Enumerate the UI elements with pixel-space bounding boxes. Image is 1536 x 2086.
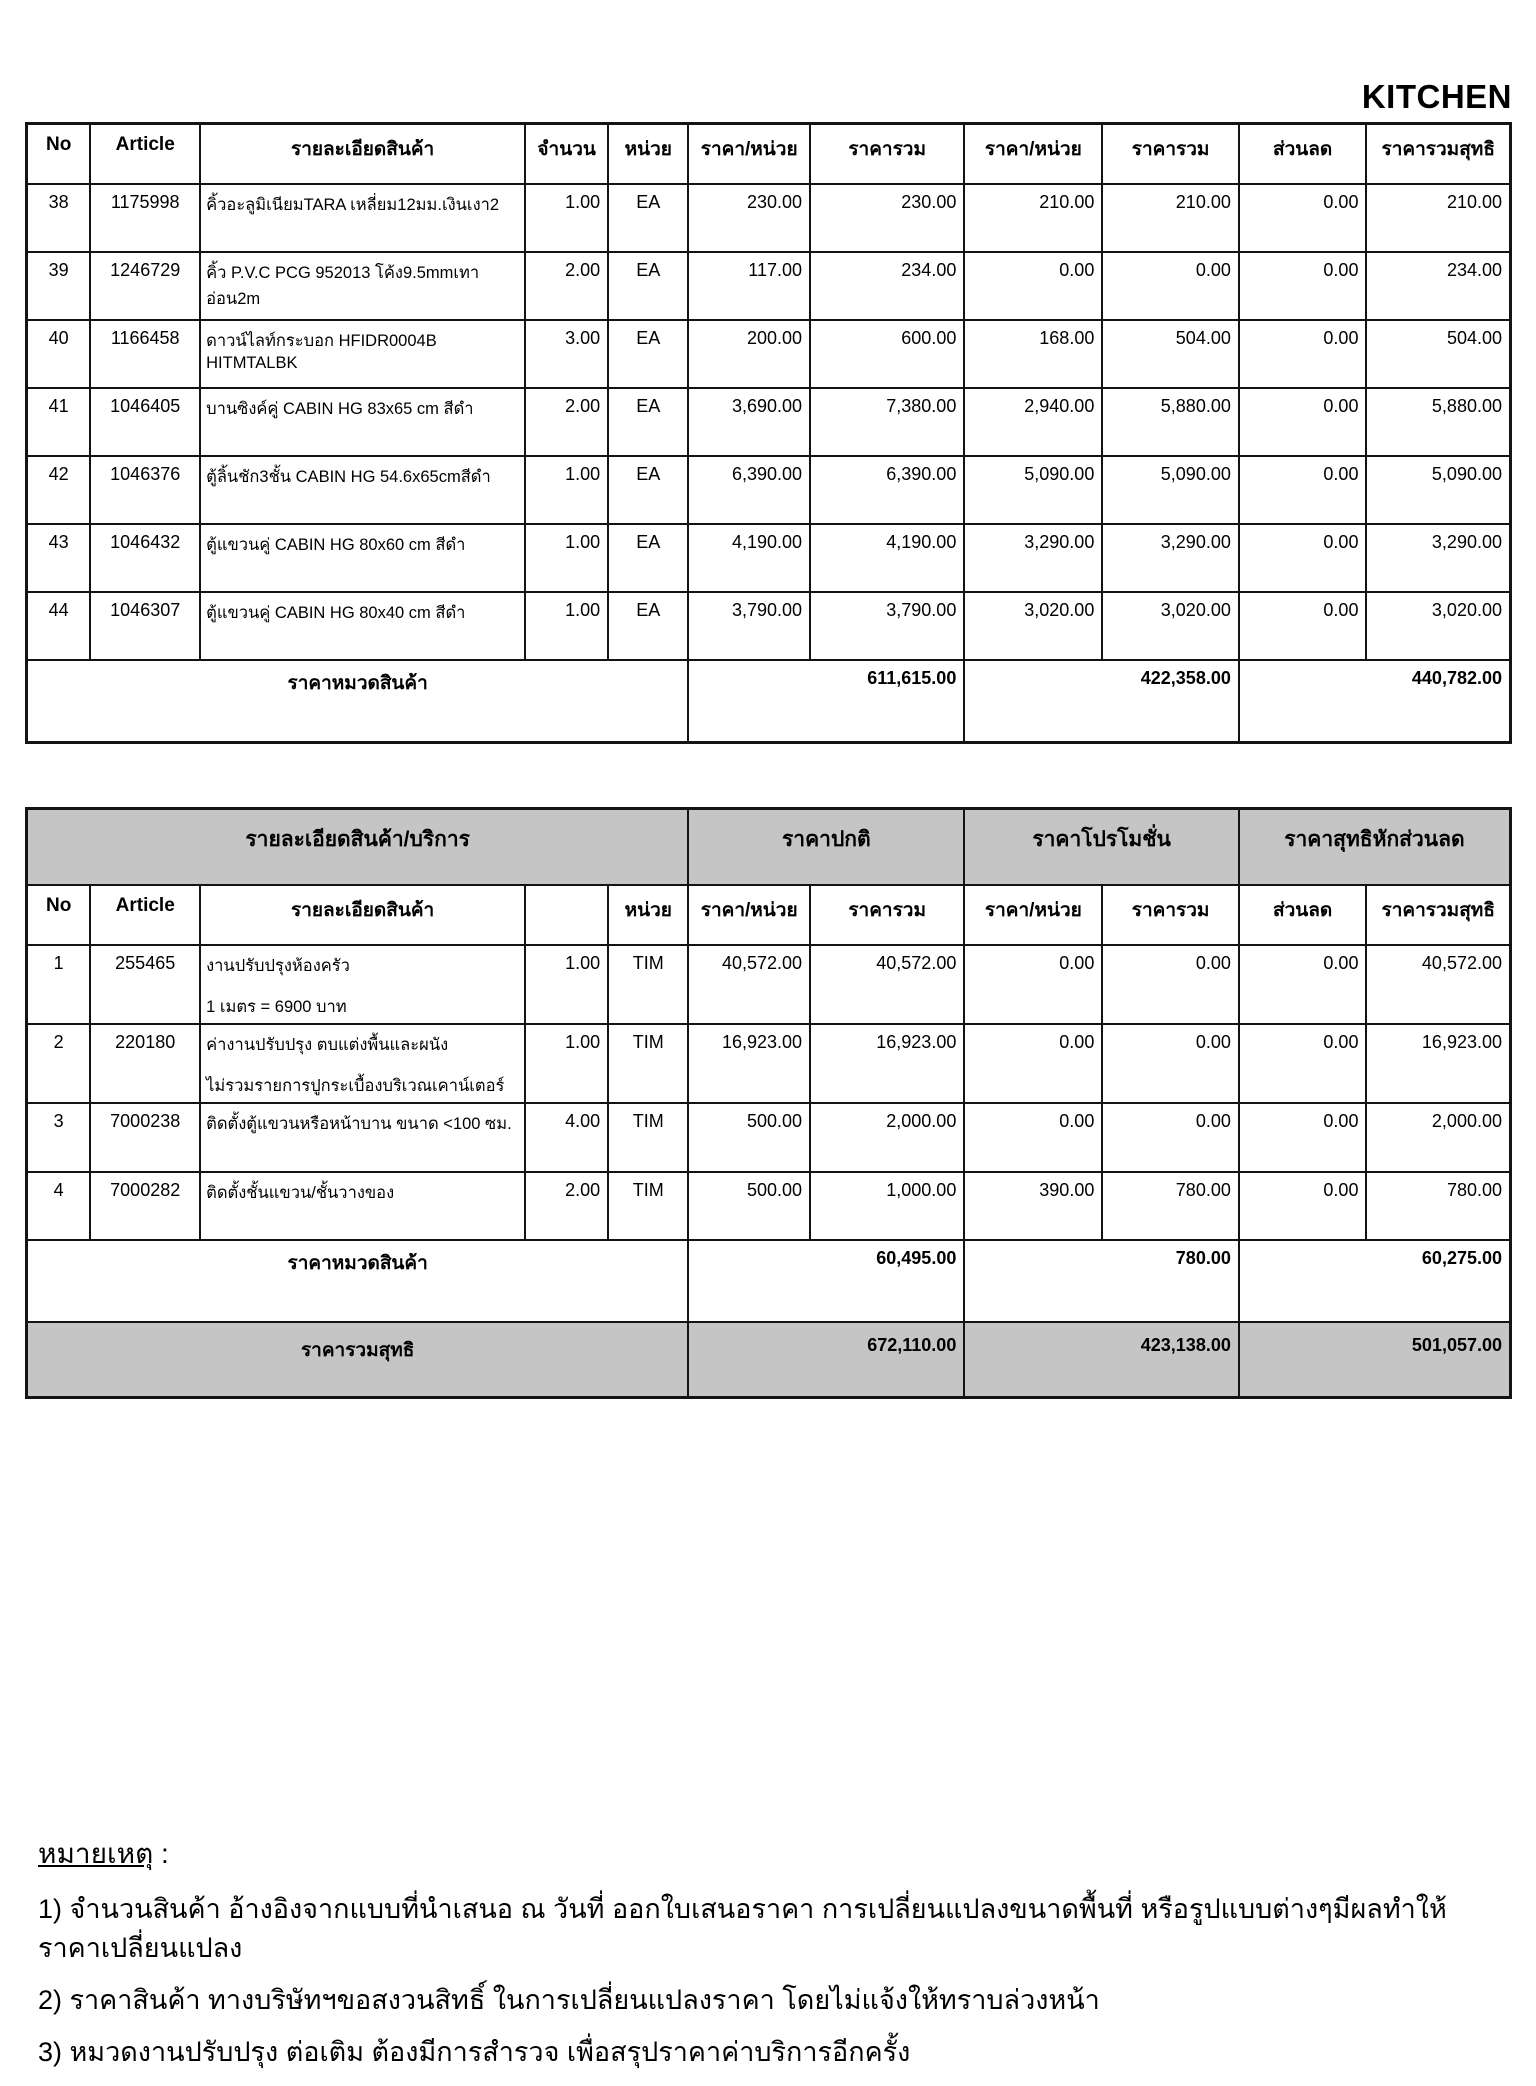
subtotal-normal: 60,495.00 [688, 1240, 964, 1322]
page-title: KITCHEN [1361, 78, 1512, 115]
cell-total-promo: 210.00 [1102, 184, 1239, 252]
cell-qty: 4.00 [525, 1103, 608, 1172]
subtotal-promo: 780.00 [964, 1240, 1239, 1322]
cell-net-total: 3,020.00 [1366, 592, 1510, 660]
column-header-net-total: ราคารวมสุทธิ [1366, 124, 1510, 185]
products-table [25, 122, 1512, 744]
table-row [27, 388, 1511, 456]
cell-article: 1046307 [90, 592, 200, 660]
cell-price-unit-promo: 210.00 [964, 184, 1102, 252]
cell-discount: 0.00 [1239, 184, 1367, 252]
cell-qty: 2.00 [525, 388, 608, 456]
subtotal-label: ราคาหมวดสินค้า [27, 1240, 689, 1322]
cell-total-normal: 600.00 [810, 320, 964, 388]
table-row [27, 320, 1511, 388]
cell-price-unit-promo: 3,290.00 [964, 524, 1102, 592]
cell-article: 220180 [90, 1024, 200, 1103]
cell-total-normal: 1,000.00 [810, 1172, 964, 1240]
cell-total-normal: 40,572.00 [810, 945, 964, 1024]
cell-net-total: 504.00 [1366, 320, 1510, 388]
cell-total-promo: 5,880.00 [1102, 388, 1239, 456]
cell-qty: 1.00 [525, 1024, 608, 1103]
subtotal-label: ราคาหมวดสินค้า [27, 660, 689, 743]
cell-article: 255465 [90, 945, 200, 1024]
column-header-description: รายละเอียดสินค้า [200, 885, 525, 945]
column-header-discount: ส่วนลด [1239, 885, 1367, 945]
cell-no: 4 [27, 1172, 91, 1240]
cell-no: 40 [27, 320, 91, 388]
cell-price-unit-normal: 3,790.00 [688, 592, 810, 660]
cell-total-normal: 7,380.00 [810, 388, 964, 456]
footnote-item: 3) หมวดงานปรับปรุง ต่อเติม ต้องมีการสำรวจ เพื่อสรุปราคาค่าบริการอีกครั้ง [38, 2037, 911, 2068]
table-row [27, 184, 1511, 252]
column-header-total-promo: ราคารวม [1102, 885, 1239, 945]
cell-total-normal: 6,390.00 [810, 456, 964, 524]
cell-discount: 0.00 [1239, 1103, 1367, 1172]
column-header-qty-empty [525, 885, 608, 945]
cell-discount: 0.00 [1239, 592, 1367, 660]
cell-unit: EA [608, 320, 688, 388]
table-row [27, 1172, 1511, 1240]
cell-total-promo: 0.00 [1102, 252, 1239, 320]
cell-discount: 0.00 [1239, 524, 1367, 592]
cell-net-total: 16,923.00 [1366, 1024, 1510, 1103]
cell-no: 2 [27, 1024, 91, 1103]
cell-no: 38 [27, 184, 91, 252]
subtotal-promo: 422,358.00 [964, 660, 1239, 743]
cell-unit: TIM [608, 945, 688, 1024]
footnotes-heading [38, 1832, 1498, 1876]
description-line-1: ค่างานปรับปรุง ตบแต่งพื้นและผนัง [206, 1036, 449, 1054]
cell-no: 42 [27, 456, 91, 524]
cell-discount: 0.00 [1239, 1172, 1367, 1240]
section-title-products-services: รายละเอียดสินค้า/บริการ [27, 809, 689, 886]
column-header-qty: จำนวน [525, 124, 608, 185]
cell-price-unit-promo: 0.00 [964, 1103, 1102, 1172]
column-header-article: Article [90, 124, 200, 185]
table-row [27, 524, 1511, 592]
footnote-item: 1) จำนวนสินค้า อ้างอิงจากแบบที่นำเสนอ ณ วันที่ ออกใบเสนอราคา การเปลี่ยนแปลงขนาดพื้นที่ หรือรูปแบบต่างๆมีผลทำให้ราคาเปลี่ยนแปลง [38, 1894, 1447, 1964]
cell-price-unit-normal: 4,190.00 [688, 524, 810, 592]
cell-qty: 2.00 [525, 1172, 608, 1240]
cell-discount: 0.00 [1239, 1024, 1367, 1103]
cell-no: 1 [27, 945, 91, 1024]
cell-discount: 0.00 [1239, 388, 1367, 456]
cell-unit: EA [608, 592, 688, 660]
cell-price-unit-promo: 0.00 [964, 252, 1102, 320]
cell-unit: EA [608, 252, 688, 320]
footnote-item: 2) ราคาสินค้า ทางบริษัทฯขอสงวนสิทธิ์ ในการเปลี่ยนแปลงราคา โดยไม่แจ้งให้ทราบล่วงหน้า [38, 1985, 1100, 2016]
cell-price-unit-promo: 390.00 [964, 1172, 1102, 1240]
cell-description: ตู้แขวนคู่ CABIN HG 80x40 cm สีดำ [200, 592, 525, 660]
cell-price-unit-promo: 2,940.00 [964, 388, 1102, 456]
footnotes-heading-label: หมายเหตุ [38, 1838, 154, 1869]
section-title-normal-price: ราคาปกติ [688, 809, 964, 886]
subtotal-normal: 611,615.00 [688, 660, 964, 743]
cell-price-unit-normal: 500.00 [688, 1103, 810, 1172]
cell-net-total: 5,090.00 [1366, 456, 1510, 524]
cell-total-normal: 4,190.00 [810, 524, 964, 592]
description-line-1: งานปรับปรุงห้องครัว [206, 957, 350, 975]
cell-price-unit-promo: 0.00 [964, 945, 1102, 1024]
column-header-total-normal: ราคารวม [810, 885, 964, 945]
description-line-2: ไม่รวมรายการปูกระเบื้องบริเวณเคาน์เตอร์ [206, 1077, 505, 1095]
column-header-discount: ส่วนลด [1239, 124, 1367, 185]
cell-article: 1166458 [90, 320, 200, 388]
cell-article: 1246729 [90, 252, 200, 320]
column-header-price-unit-promo: ราคา/หน่วย [964, 885, 1102, 945]
cell-article: 7000238 [90, 1103, 200, 1172]
cell-total-normal: 234.00 [810, 252, 964, 320]
table-row [27, 1024, 1511, 1103]
cell-total-promo: 3,020.00 [1102, 592, 1239, 660]
cell-net-total: 5,880.00 [1366, 388, 1510, 456]
cell-description: ติดตั้งตู้แขวนหรือหน้าบาน ขนาด <100 ซม. [200, 1103, 525, 1172]
table-row [27, 592, 1511, 660]
cell-price-unit-normal: 16,923.00 [688, 1024, 810, 1103]
cell-price-unit-normal: 200.00 [688, 320, 810, 388]
cell-net-total: 780.00 [1366, 1172, 1510, 1240]
cell-total-promo: 504.00 [1102, 320, 1239, 388]
table-row [27, 945, 1511, 1024]
cell-price-unit-normal: 40,572.00 [688, 945, 810, 1024]
cell-discount: 0.00 [1239, 945, 1367, 1024]
cell-qty: 1.00 [525, 524, 608, 592]
products-header-row [27, 124, 1511, 185]
cell-discount: 0.00 [1239, 320, 1367, 388]
column-header-total-promo: ราคารวม [1102, 124, 1239, 185]
cell-price-unit-normal: 3,690.00 [688, 388, 810, 456]
grand-total-row [27, 1322, 1511, 1398]
column-header-total-normal: ราคารวม [810, 124, 964, 185]
cell-unit: EA [608, 184, 688, 252]
cell-description: ดาวน์ไลท์กระบอก HFIDR0004B HITMTALBK [200, 320, 525, 388]
grand-total-net: 501,057.00 [1239, 1322, 1511, 1398]
column-header-no: No [27, 885, 91, 945]
cell-total-promo: 780.00 [1102, 1172, 1239, 1240]
cell-price-unit-promo: 0.00 [964, 1024, 1102, 1103]
description-line-2: 1 เมตร = 6900 บาท [206, 998, 347, 1016]
column-header-article: Article [90, 885, 200, 945]
cell-net-total: 3,290.00 [1366, 524, 1510, 592]
cell-qty: 1.00 [525, 592, 608, 660]
cell-qty: 1.00 [525, 945, 608, 1024]
cell-article: 1046405 [90, 388, 200, 456]
services-table [25, 807, 1512, 1399]
cell-price-unit-normal: 500.00 [688, 1172, 810, 1240]
cell-description: คิ้วอะลูมิเนียมTARA เหลี่ยม12มม.เงินเงา2 [200, 184, 525, 252]
table-row [27, 456, 1511, 524]
cell-price-unit-normal: 6,390.00 [688, 456, 810, 524]
cell-description: ติดตั้งชั้นแขวน/ชั้นวางของ [200, 1172, 525, 1240]
cell-price-unit-normal: 230.00 [688, 184, 810, 252]
services-subtotal-row [27, 1240, 1511, 1322]
cell-article: 1046432 [90, 524, 200, 592]
cell-description: ตู้ลิ้นชัก3ชั้น CABIN HG 54.6x65cmสีดำ [200, 456, 525, 524]
section-title-net-price: ราคาสุทธิหักส่วนลด [1239, 809, 1511, 886]
subtotal-net: 60,275.00 [1239, 1240, 1511, 1322]
cell-net-total: 40,572.00 [1366, 945, 1510, 1024]
cell-net-total: 2,000.00 [1366, 1103, 1510, 1172]
cell-unit: TIM [608, 1024, 688, 1103]
footnotes [38, 1832, 1498, 2086]
cell-total-promo: 0.00 [1102, 1103, 1239, 1172]
cell-no: 3 [27, 1103, 91, 1172]
services-section-header-row [27, 809, 1511, 886]
cell-price-unit-promo: 168.00 [964, 320, 1102, 388]
section-title-promo-price: ราคาโปรโมชั่น [964, 809, 1239, 886]
cell-total-promo: 0.00 [1102, 945, 1239, 1024]
cell-price-unit-promo: 3,020.00 [964, 592, 1102, 660]
column-header-unit: หน่วย [608, 885, 688, 945]
subtotal-net: 440,782.00 [1239, 660, 1511, 743]
cell-total-promo: 0.00 [1102, 1024, 1239, 1103]
cell-no: 41 [27, 388, 91, 456]
cell-description: คิ้ว P.V.C PCG 952013 โค้ง9.5mmเทาอ่อน2m [200, 252, 525, 320]
grand-total-promo: 423,138.00 [964, 1322, 1239, 1398]
cell-unit: EA [608, 456, 688, 524]
column-header-unit: หน่วย [608, 124, 688, 185]
cell-article: 7000282 [90, 1172, 200, 1240]
cell-net-total: 210.00 [1366, 184, 1510, 252]
cell-total-normal: 16,923.00 [810, 1024, 964, 1103]
column-header-description: รายละเอียดสินค้า [200, 124, 525, 185]
grand-total-label: ราคารวมสุทธิ [27, 1322, 689, 1398]
table-row [27, 1103, 1511, 1172]
cell-no: 39 [27, 252, 91, 320]
grand-total-normal: 672,110.00 [688, 1322, 964, 1398]
cell-discount: 0.00 [1239, 456, 1367, 524]
cell-total-normal: 2,000.00 [810, 1103, 964, 1172]
cell-description [200, 945, 525, 1024]
cell-description [200, 1024, 525, 1103]
cell-description: บานซิงค์คู่ CABIN HG 83x65 cm สีดำ [200, 388, 525, 456]
cell-total-normal: 3,790.00 [810, 592, 964, 660]
products-subtotal-row [27, 660, 1511, 743]
cell-qty: 1.00 [525, 456, 608, 524]
cell-description: ตู้แขวนคู่ CABIN HG 80x60 cm สีดำ [200, 524, 525, 592]
cell-unit: TIM [608, 1172, 688, 1240]
cell-price-unit-promo: 5,090.00 [964, 456, 1102, 524]
column-header-net-total: ราคารวมสุทธิ [1366, 885, 1510, 945]
cell-total-promo: 3,290.00 [1102, 524, 1239, 592]
cell-qty: 3.00 [525, 320, 608, 388]
cell-total-normal: 230.00 [810, 184, 964, 252]
footnotes-heading-colon: : [153, 1838, 169, 1869]
cell-price-unit-normal: 117.00 [688, 252, 810, 320]
cell-article: 1046376 [90, 456, 200, 524]
cell-unit: TIM [608, 1103, 688, 1172]
column-header-price-unit-normal: ราคา/หน่วย [688, 124, 810, 185]
cell-unit: EA [608, 524, 688, 592]
cell-article: 1175998 [90, 184, 200, 252]
cell-qty: 1.00 [525, 184, 608, 252]
cell-discount: 0.00 [1239, 252, 1367, 320]
column-header-price-unit-normal: ราคา/หน่วย [688, 885, 810, 945]
services-header-row [27, 885, 1511, 945]
cell-no: 44 [27, 592, 91, 660]
cell-no: 43 [27, 524, 91, 592]
cell-qty: 2.00 [525, 252, 608, 320]
table-row [27, 252, 1511, 320]
cell-unit: EA [608, 388, 688, 456]
column-header-no: No [27, 124, 91, 185]
column-header-price-unit-promo: ราคา/หน่วย [964, 124, 1102, 185]
cell-total-promo: 5,090.00 [1102, 456, 1239, 524]
cell-net-total: 234.00 [1366, 252, 1510, 320]
